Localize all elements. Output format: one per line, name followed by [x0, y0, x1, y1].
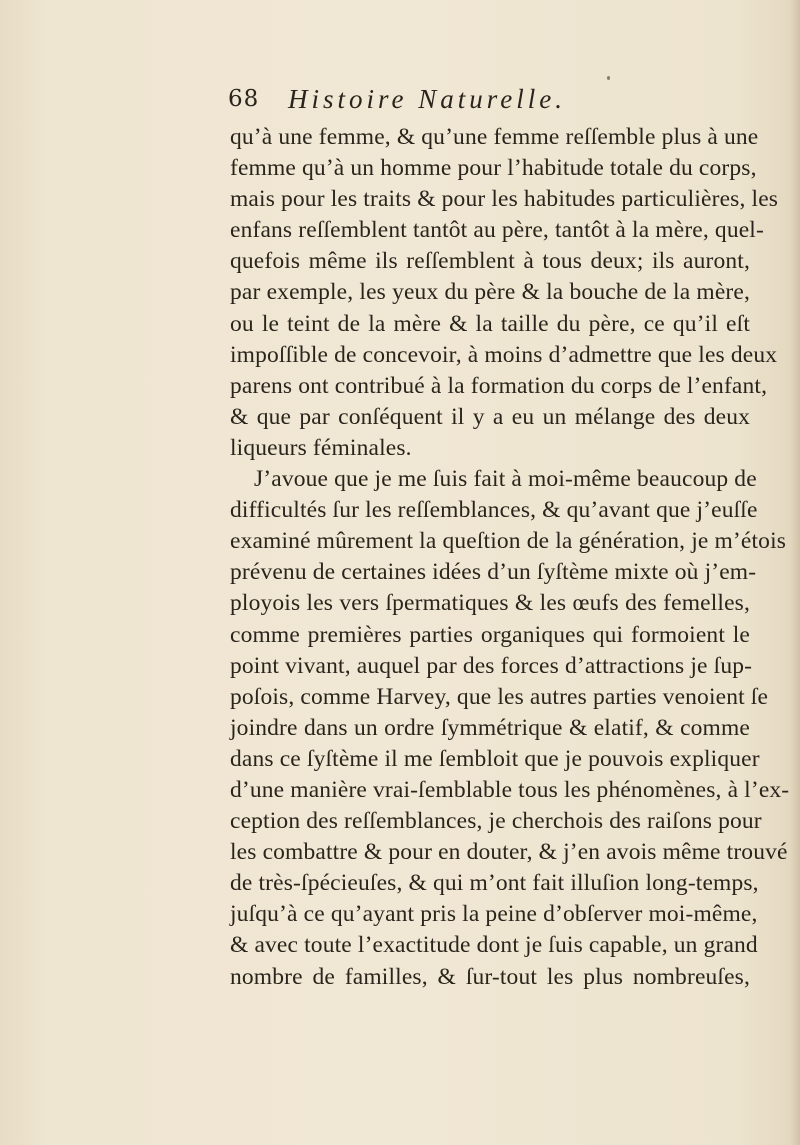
running-head [228, 86, 768, 120]
text-line: de très-ſpécieuſes, & qui m’ont fait illuſion long-temps, [230, 870, 759, 897]
text-line: poſois, comme Harvey, que les autres parties venoient ſe [230, 683, 769, 710]
text-line: dans ce ſyſtème il me ſembloit que je pouvois expliquer [230, 745, 760, 772]
text-line: prévenu de certaines idées d’un ſyſtème mixte où j’em- [230, 559, 757, 586]
text-line: parens ont contribué à la formation du corps de l’enfant, [230, 372, 768, 399]
page-number: 68 [228, 86, 260, 112]
text-line: qu’à une femme, & qu’une femme reſſemble plus à une [230, 124, 759, 150]
text-line: comme premières parties organiques qui formoient le [230, 621, 750, 648]
text-line: d’une manière vrai-ſemblable tous les phénomènes, à l’ex- [230, 776, 790, 803]
text-line: ception des reſſemblances, je cherchois des raiſons pour [230, 808, 762, 835]
page-edge-shadow [790, 0, 800, 1145]
text-line: examiné mûrement la queſtion de la génération, je m’étois [230, 528, 787, 555]
ink-speck [607, 76, 610, 80]
text-line: nombre de familles, & ſur-tout les plus nombreuſes, [230, 963, 750, 990]
text-line: quefois même ils reſſemblent à tous deux; ils auront, [230, 248, 750, 275]
text-line: liqueurs féminales. [230, 434, 412, 461]
text-line: les combattre & pour en douter, & j’en avois même trouvé [230, 839, 788, 866]
text-line: & que par conſéquent il y a eu un mélange des deux [230, 403, 750, 430]
text-line: point vivant, auquel par des forces d’attractions je ſup- [230, 652, 753, 679]
paragraph-first-line: J’avoue que je me ſuis fait à moi-même beaucoup de [254, 466, 757, 493]
text-line: impoſſible de concevoir, à moins d’admettre que les deux [230, 341, 778, 368]
text-line: mais pour les traits & pour les habitudes particulières, les [230, 186, 779, 213]
text-line: enfans reſſemblent tantôt au père, tantôt à la mère, quel- [230, 217, 764, 244]
text-line: ou le teint de la mère & la taille du père, ce qu’il eſt [230, 310, 750, 337]
text-line: joindre dans un ordre ſymmétrique & elatif, & comme [230, 714, 750, 741]
text-line: par exemple, les yeux du père & la bouche de la mère, [230, 279, 750, 306]
text-line: juſqu’à ce qu’ayant pris la peine d’obſerver moi-même, [230, 901, 758, 928]
text-line: femme qu’à un homme pour l’habitude totale du corps, [230, 155, 757, 182]
text-line: ployois les vers ſpermatiques & les œufs des femelles, [230, 590, 750, 617]
running-title: Histoire Naturelle. [288, 84, 566, 114]
text-line: & avec toute l’exactitude dont je ſuis capable, un grand [230, 932, 758, 959]
text-line: difficultés ſur les reſſemblances, & qu’avant que j’euſſe [230, 497, 758, 524]
body-text [230, 122, 790, 993]
